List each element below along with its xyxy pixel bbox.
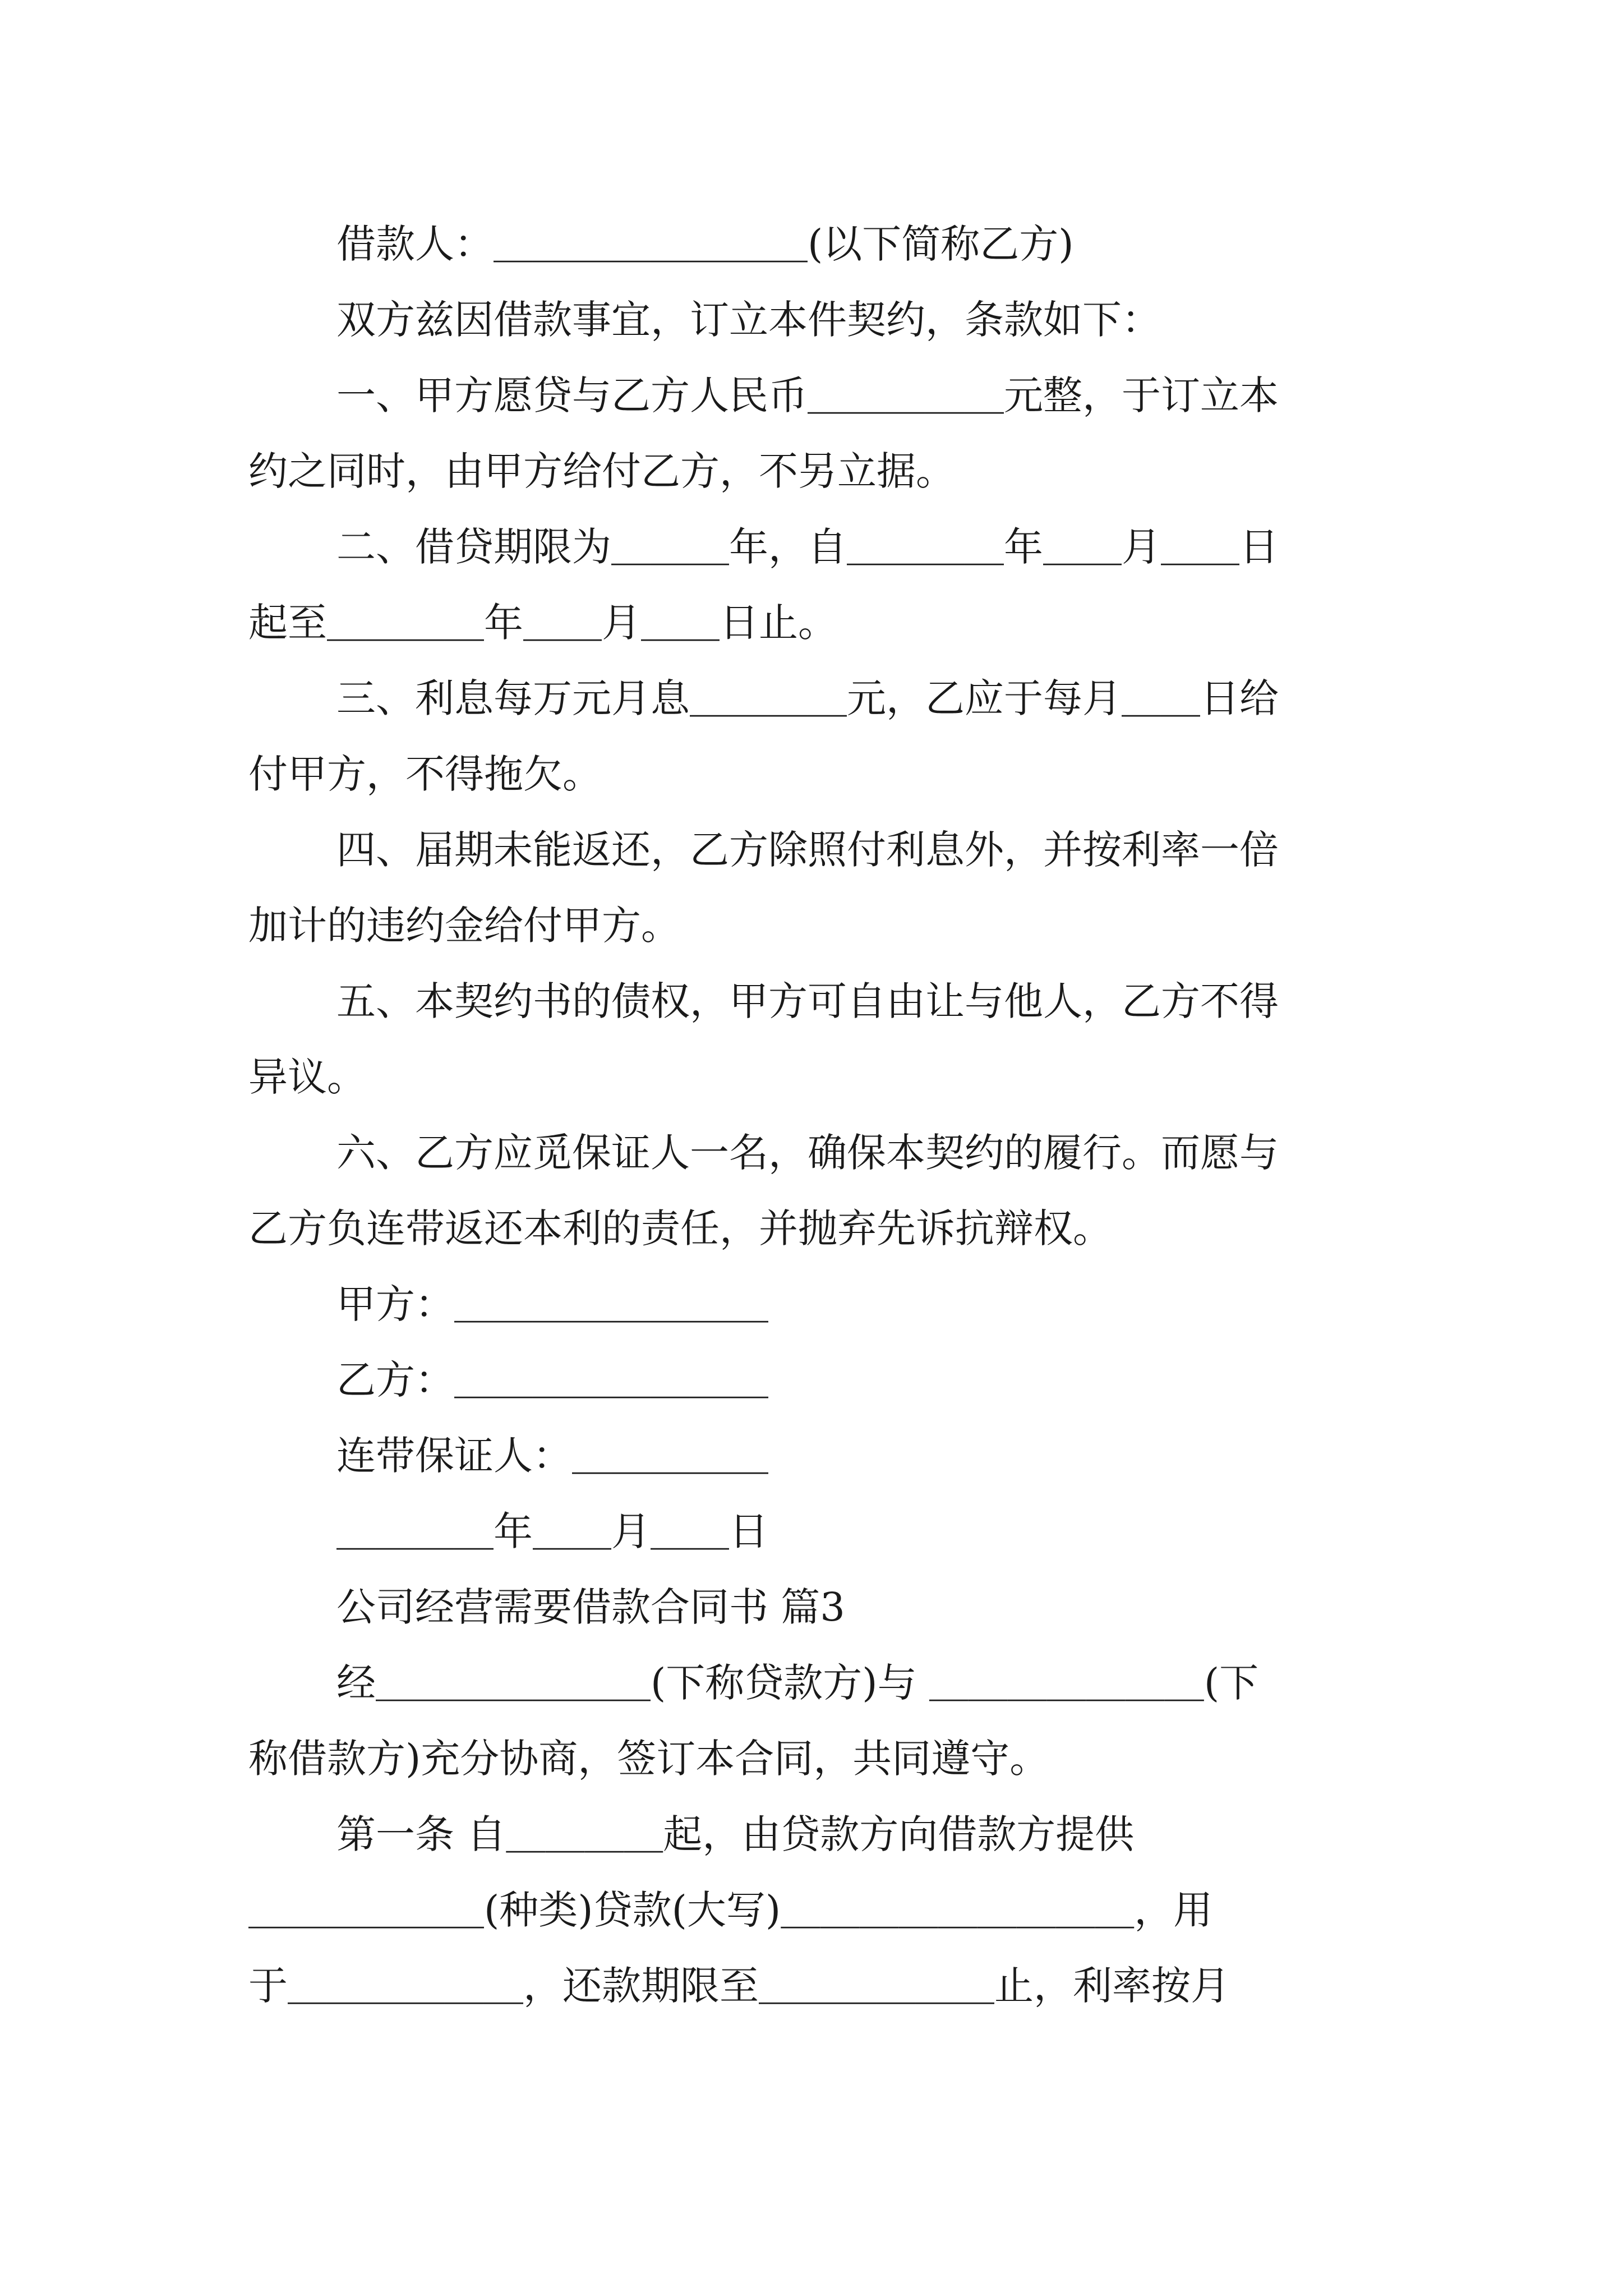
party-b-signature-line: 乙方：＿＿＿＿＿＿＿＿ [336,1357,768,1403]
section-heading: 公司经营需要借款合同书 篇3 [336,1584,845,1630]
article-1-line-2: ＿＿＿＿＿＿(种类)贷款(大写)＿＿＿＿＿＿＿＿＿，用 [248,1887,1213,1933]
clause-5-line-2: 异议。 [248,1054,366,1100]
clause-2-line-1: 二、借贷期限为＿＿＿年，自＿＿＿＿年＿＿月＿＿日 [336,524,1279,570]
clause-6-line-2: 乙方负连带返还本利的责任，并抛弃先诉抗辩权。 [248,1205,1112,1251]
contract-intro-line-1: 经＿＿＿＿＿＿＿(下称贷款方)与 ＿＿＿＿＿＿＿(下 [336,1660,1259,1706]
clause-2-line-2: 起至＿＿＿＿年＿＿月＿＿日止。 [248,600,837,646]
clause-4-line-2: 加计的违约金给付甲方。 [248,903,680,949]
contract-intro-line-2: 称借款方)充分协商，签订本合同，共同遵守。 [248,1736,1049,1782]
borrower-line: 借款人：＿＿＿＿＿＿＿＿(以下简称乙方) [336,221,1074,267]
party-a-signature-line: 甲方：＿＿＿＿＿＿＿＿ [336,1281,768,1327]
clause-1-line-2: 约之同时，由甲方给付乙方，不另立据。 [248,448,955,494]
clause-6-line-1: 六、乙方应觅保证人一名，确保本契约的履行。而愿与 [336,1130,1279,1176]
clause-3-line-2: 付甲方，不得拖欠。 [248,751,602,797]
intro-line: 双方兹因借款事宜，订立本件契约，条款如下： [336,297,1161,343]
clause-4-line-1: 四、届期未能返还，乙方除照付利息外，并按利率一倍 [336,827,1279,873]
guarantor-signature-line: 连带保证人：＿＿＿＿＿ [336,1433,768,1479]
article-1-line-1: 第一条 自＿＿＿＿起，由贷款方向借款方提供 [336,1811,1135,1857]
date-line: ＿＿＿＿年＿＿月＿＿日 [336,1508,768,1554]
clause-1-line-1: 一、甲方愿贷与乙方人民币＿＿＿＿＿元整，于订立本 [336,372,1279,418]
clause-3-line-1: 三、利息每万元月息＿＿＿＿元，乙应于每月＿＿日给 [336,675,1279,721]
article-1-line-3: 于＿＿＿＿＿＿，还款期限至＿＿＿＿＿＿止，利率按月 [248,1963,1230,2009]
clause-5-line-1: 五、本契约书的债权，甲方可自由让与他人，乙方不得 [336,978,1279,1024]
